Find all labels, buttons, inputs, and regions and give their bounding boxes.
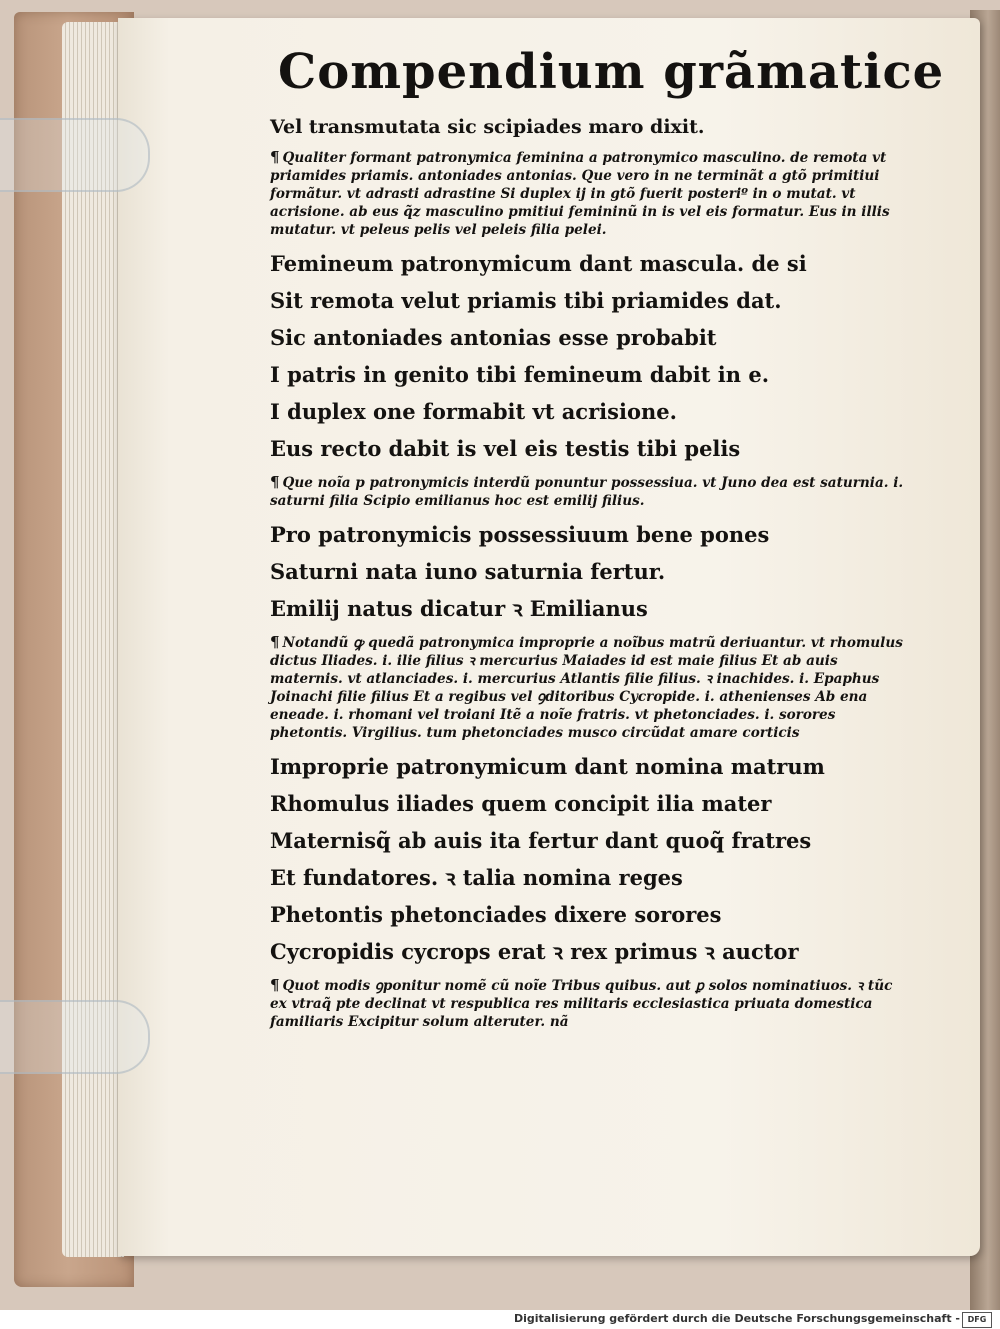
paragraph-text: Que noĩa p patronymicis interdũ ponuntur possessiua. vt Juno dea est saturnia. i. saturni filia Scipio emilianus hoc est emilij filius. — [270, 475, 904, 509]
footer-bar — [0, 1310, 1000, 1329]
verse-line: Sit remota velut priamis tibi priamides dat. — [270, 288, 782, 313]
paragraph-text: Notandũ ꝙ quedã patronymica improprie a noĩbus matrũ deriuantur. vt rhomulus dictus Iliades. i. ilie filius ꝛ mercurius Maiades id est maie filius Et ab auis maternis. vt atlanciades. i. mercurius Atlantis filie filius. ꝛ inachides. i. Epaphus Joinachi filie filius Et a regibus vel ꝯditoribus Cycropide. i. athenienses Ab ena eneade. i. rhomani vel troiani Itẽ a noĩe fratris. vt phetonciades. i. sorores phetontis. Virgilius. tum phetonciades musco circũdat amare corticis — [270, 635, 903, 741]
verse-line: Et fundatores. ꝛ talia nomina reges — [270, 865, 683, 890]
page-clip-top — [0, 118, 150, 192]
verse-line: Femineum patronymicum dant mascula. de si — [270, 251, 807, 276]
funding-credit: Digitalisierung gefördert durch die Deutsche Forschungsgemeinschaft - — [513, 1312, 960, 1325]
paragraph-text: Qualiter formant patronymica feminina a patronymico masculino. de remota vt priamides priamis. antoniades antonias. Que vero in ne terminãt a gtõ primitiui formãtur. vt adrasti adrastine Si duplex ij in gtõ fuerit posteriº in o mutat. vt acrisione. ab eus q̃z masculino pmitiui femininũ in is vel eis formatur. Eus in illis mutatur. vt peleus pelis vel peleis filia pelei. — [270, 150, 890, 238]
pilcrow-icon: ¶ — [270, 148, 280, 166]
verse-line: Emilij natus dicatur ꝛ Emilianus — [270, 596, 648, 621]
page-clip-bottom — [0, 1000, 150, 1074]
verse-line: Sic antoniades antonias esse probabit — [270, 325, 717, 350]
prose-paragraph — [270, 473, 908, 510]
pilcrow-icon: ¶ — [270, 633, 280, 651]
page-title: Compendium grãmatice — [278, 44, 945, 100]
verse-line: Pro patronymicis possessiuum bene pones — [270, 522, 770, 547]
verse-line: Eus recto dabit is vel eis testis tibi pelis — [270, 436, 741, 461]
prose-paragraph — [270, 976, 908, 1031]
verse-line: Phetontis phetonciades dixere sorores — [270, 902, 722, 927]
verse-line: I patris in genito tibi femineum dabit in e. — [270, 362, 770, 387]
verse-line: I duplex one formabit vt acrisione. — [270, 399, 677, 424]
verse-line: Rhomulus iliades quem concipit ilia mater — [270, 791, 772, 816]
verse-line: Vel transmutata sic scipiades maro dixit. — [270, 116, 705, 138]
verse-line: Cycropidis cycrops erat ꝛ rex primus ꝛ auctor — [270, 939, 799, 964]
verse-line: Saturni nata iuno saturnia fertur. — [270, 559, 666, 584]
prose-paragraph — [270, 148, 908, 239]
prose-paragraph — [270, 633, 908, 742]
pilcrow-icon: ¶ — [270, 976, 280, 994]
verse-line: Improprie patronymicum dant nomina matrum — [270, 754, 825, 779]
page-text — [268, 40, 945, 1037]
dfg-logo: DFG — [962, 1312, 992, 1328]
verse-line: Maternisq̃ ab auis ita fertur dant quoq̃ fratres — [270, 828, 812, 853]
pilcrow-icon: ¶ — [270, 473, 280, 491]
paragraph-text: Quot modis ꝯponitur nomẽ cũ noĩe Tribus quibus. aut ꝑ solos nominatiuos. ꝛ tũc ex vtraq̃ pte declinat vt respublica res militaris ecclesiastica priuata domestica familiaris Excipitur solum alteruter. nã — [270, 978, 893, 1030]
